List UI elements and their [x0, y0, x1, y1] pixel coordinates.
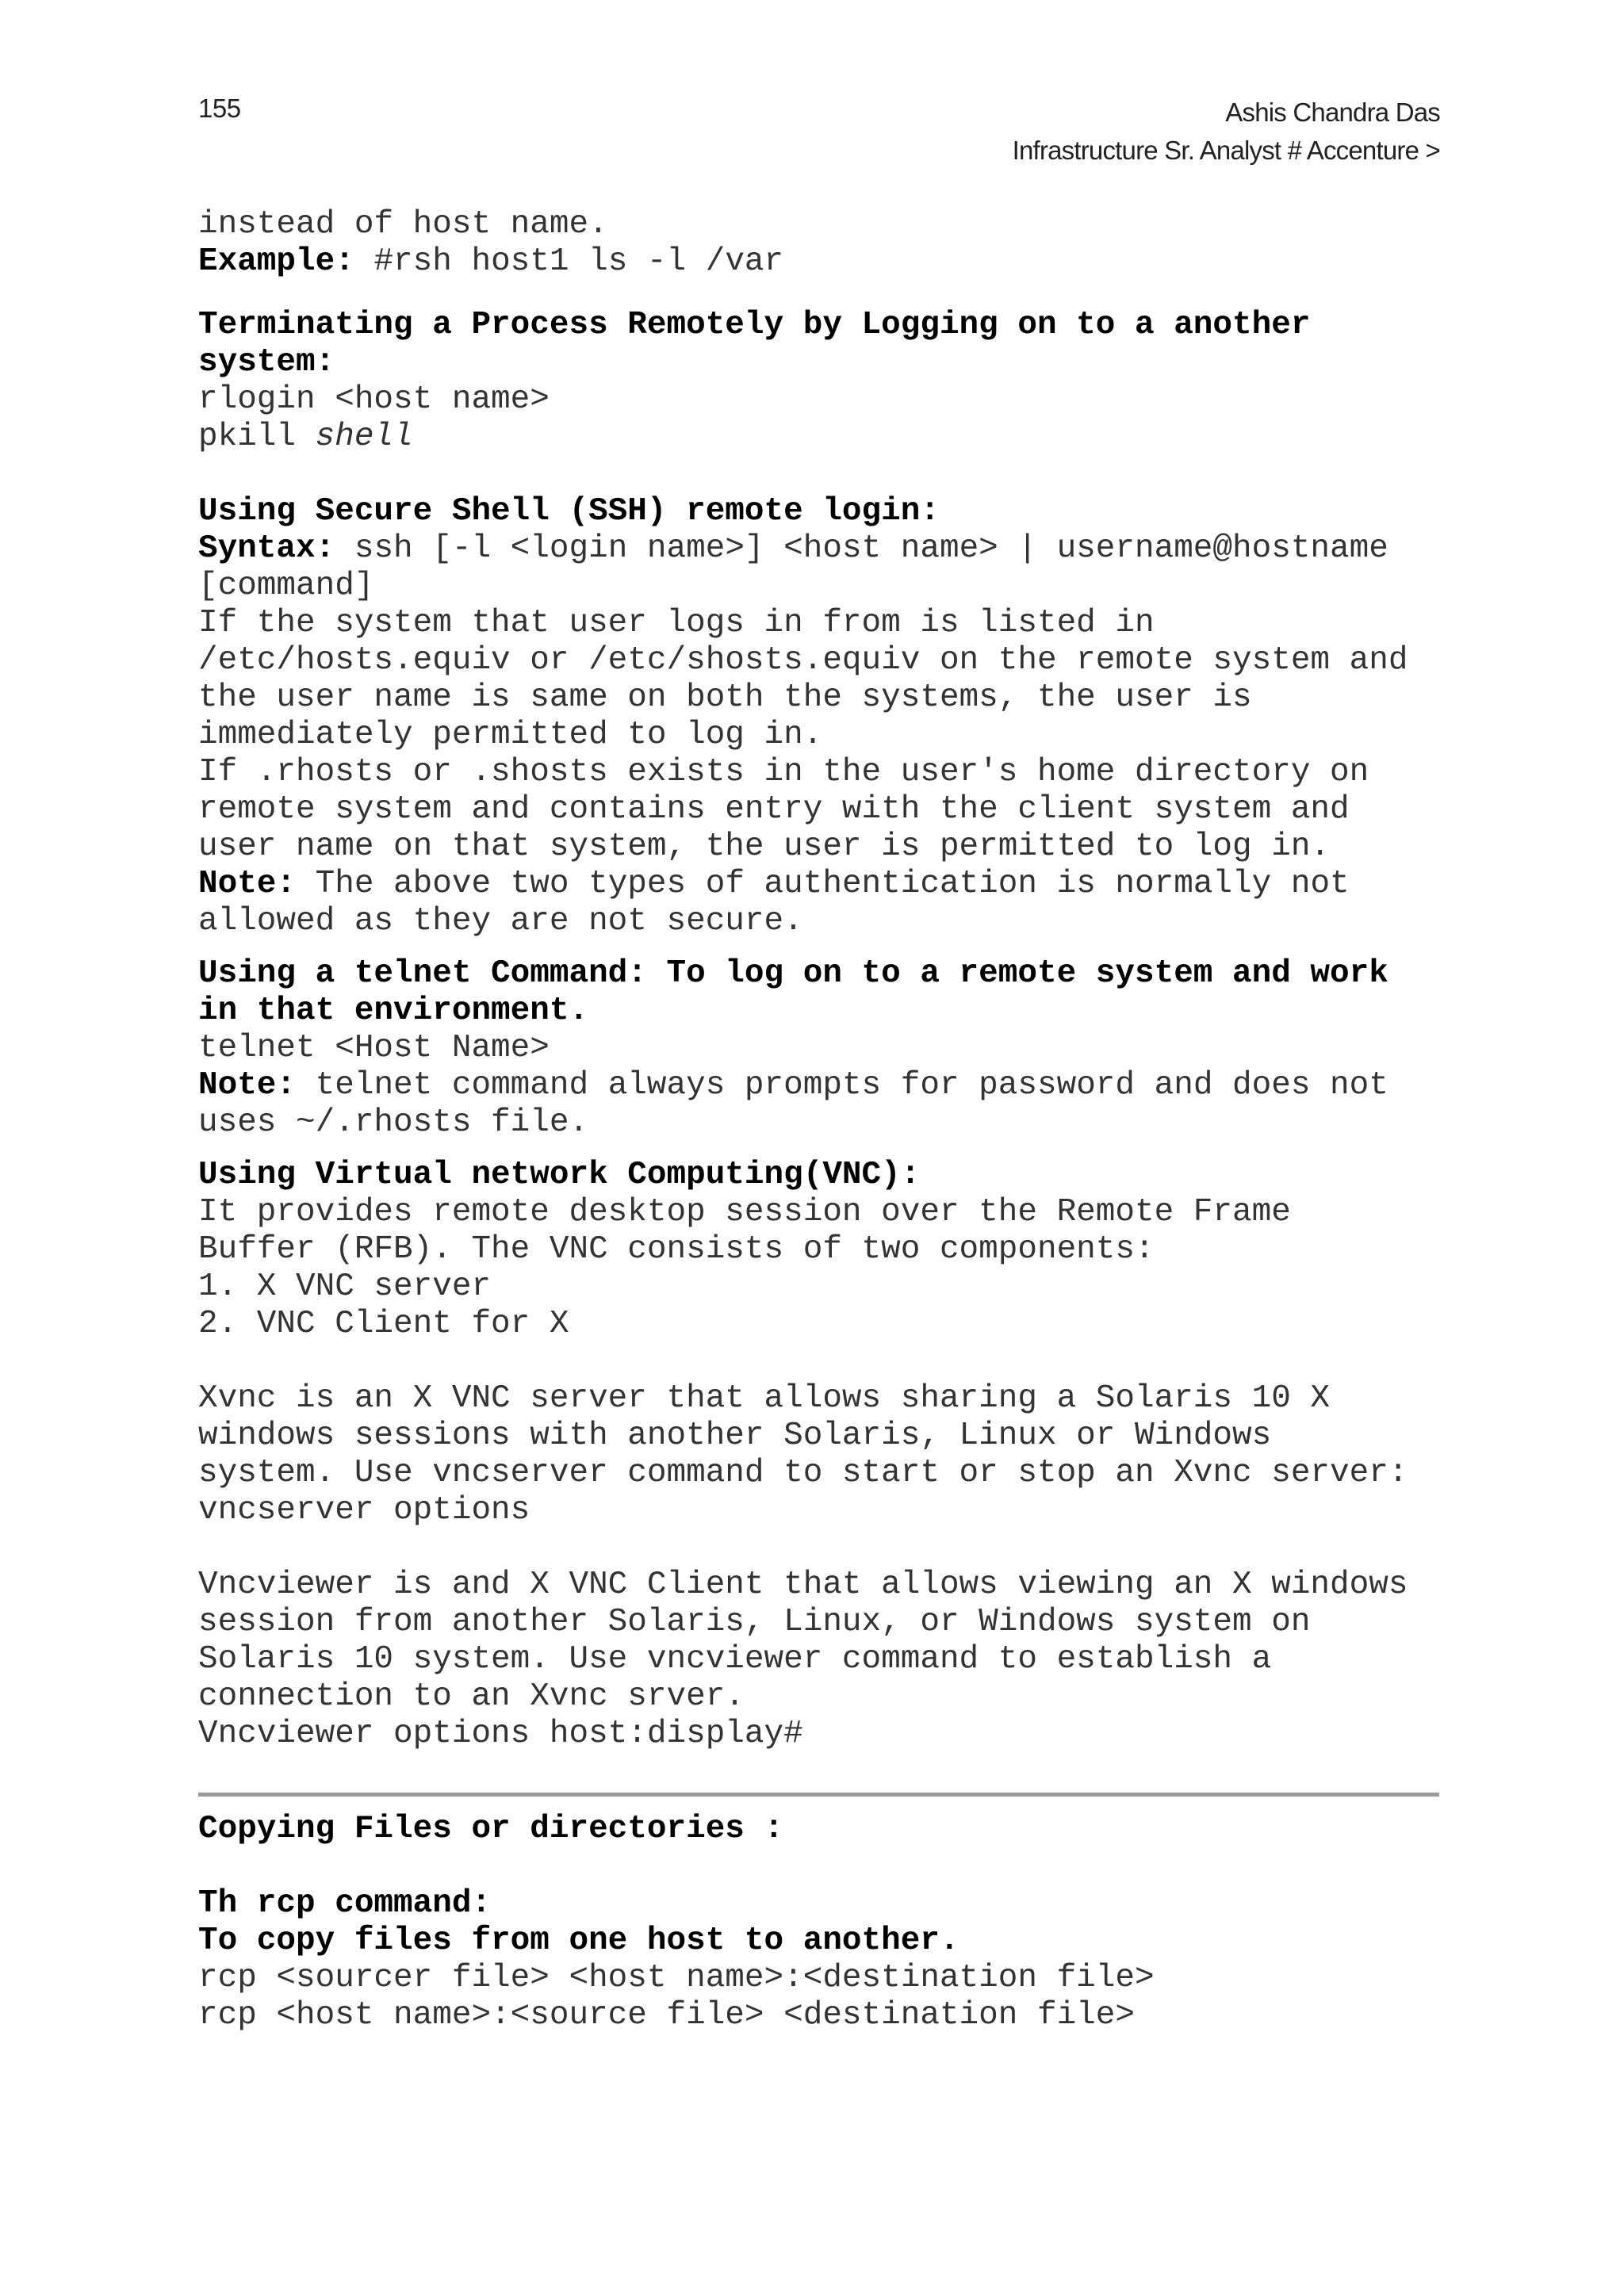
section-heading: Copying Files or directories :	[198, 1811, 784, 1847]
note-line-cont: allowed as they are not secure.	[198, 903, 803, 939]
note-line	[198, 866, 1451, 903]
subsection-heading: To copy files from one host to another.	[198, 1923, 959, 1959]
body-line: It provides remote desktop session over the Remote Frame	[198, 1194, 1291, 1230]
body-line: remote system and contains entry with the client system and	[198, 791, 1350, 828]
command-line: vncserver options	[198, 1492, 530, 1529]
body-line: immediately permitted to log in.	[198, 717, 823, 753]
section-heading: Using Secure Shell (SSH) remote login:	[198, 493, 940, 530]
command-line: rcp <sourcer file> <host name>:<destination file>	[198, 1960, 1155, 1996]
body-line: If .rhosts or .shosts exists in the user's home directory on	[198, 754, 1369, 790]
syntax-text: ssh [-l <login name>] <host name> | username@hostname	[335, 530, 1388, 567]
example-line	[198, 243, 1451, 281]
note-label: Note:	[198, 1067, 297, 1104]
page-number: 155	[198, 94, 241, 123]
section-heading: Using a telnet Command: To log on to a remote system and work	[198, 955, 1388, 992]
body-line: Solaris 10 system. Use vncviewer command to establish a	[198, 1641, 1272, 1678]
author-role: Infrastructure Sr. Analyst # Accenture >	[1012, 136, 1440, 165]
example-text: #rsh host1 ls -l /var	[354, 243, 784, 280]
note-label: Note:	[198, 866, 297, 902]
command-line: telnet <Host Name>	[198, 1030, 550, 1066]
command-line	[198, 419, 1451, 456]
body-line: connection to an Xvnc srver.	[198, 1678, 745, 1715]
horizontal-divider	[198, 1793, 1439, 1797]
syntax-line-cont: [command]	[198, 568, 374, 604]
section-heading: Using Virtual network Computing(VNC):	[198, 1157, 921, 1193]
section-heading-cont: system:	[198, 344, 335, 381]
note-text: The above two types of authentication is normally not	[296, 866, 1350, 902]
running-header	[1013, 94, 1440, 170]
example-label: Example:	[198, 243, 354, 280]
command-line: rcp <host name>:<source file> <destination file>	[198, 1997, 1135, 2034]
subsection-heading: Th rcp command:	[198, 1885, 492, 1922]
body-line: windows sessions with another Solaris, Linux or Windows	[198, 1418, 1272, 1454]
body-line: instead of host name.	[198, 206, 608, 243]
command-argument: shell	[315, 419, 413, 455]
command-line: rlogin <host name>	[198, 381, 550, 418]
body-line: If the system that user logs in from is listed in	[198, 605, 1155, 641]
list-item: 1. X VNC server	[198, 1269, 492, 1305]
body-line: /etc/hosts.equiv or /etc/shosts.equiv on the remote system and	[198, 642, 1408, 679]
body-line: system. Use vncserver command to start or stop an Xvnc server:	[198, 1455, 1408, 1491]
body-line: user name on that system, the user is permitted to log in.	[198, 828, 1331, 865]
author-name: Ashis Chandra Das	[1225, 98, 1440, 127]
list-item: 2. VNC Client for X	[198, 1306, 569, 1342]
body-line: Vncviewer is and X VNC Client that allows viewing an X windows	[198, 1567, 1408, 1603]
body-line: Buffer (RFB). The VNC consists of two components:	[198, 1231, 1155, 1268]
note-text: telnet command always prompts for password and does not	[296, 1067, 1388, 1104]
note-line	[198, 1067, 1451, 1104]
body-line: the user name is same on both the systems, the user is	[198, 679, 1252, 716]
syntax-label: Syntax:	[198, 530, 335, 567]
command-prefix: pkill	[198, 419, 316, 455]
section-heading: Terminating a Process Remotely by Logging on to a another	[198, 307, 1311, 343]
command-line: Vncviewer options host:display#	[198, 1716, 803, 1752]
syntax-line	[198, 530, 1451, 568]
body-line: Xvnc is an X VNC server that allows sharing a Solaris 10 X	[198, 1380, 1331, 1417]
note-line-cont: uses ~/.rhosts file.	[198, 1104, 589, 1141]
body-line: session from another Solaris, Linux, or Windows system on	[198, 1604, 1311, 1640]
page-body	[198, 206, 1451, 2034]
section-heading-cont: in that environment.	[198, 993, 589, 1029]
